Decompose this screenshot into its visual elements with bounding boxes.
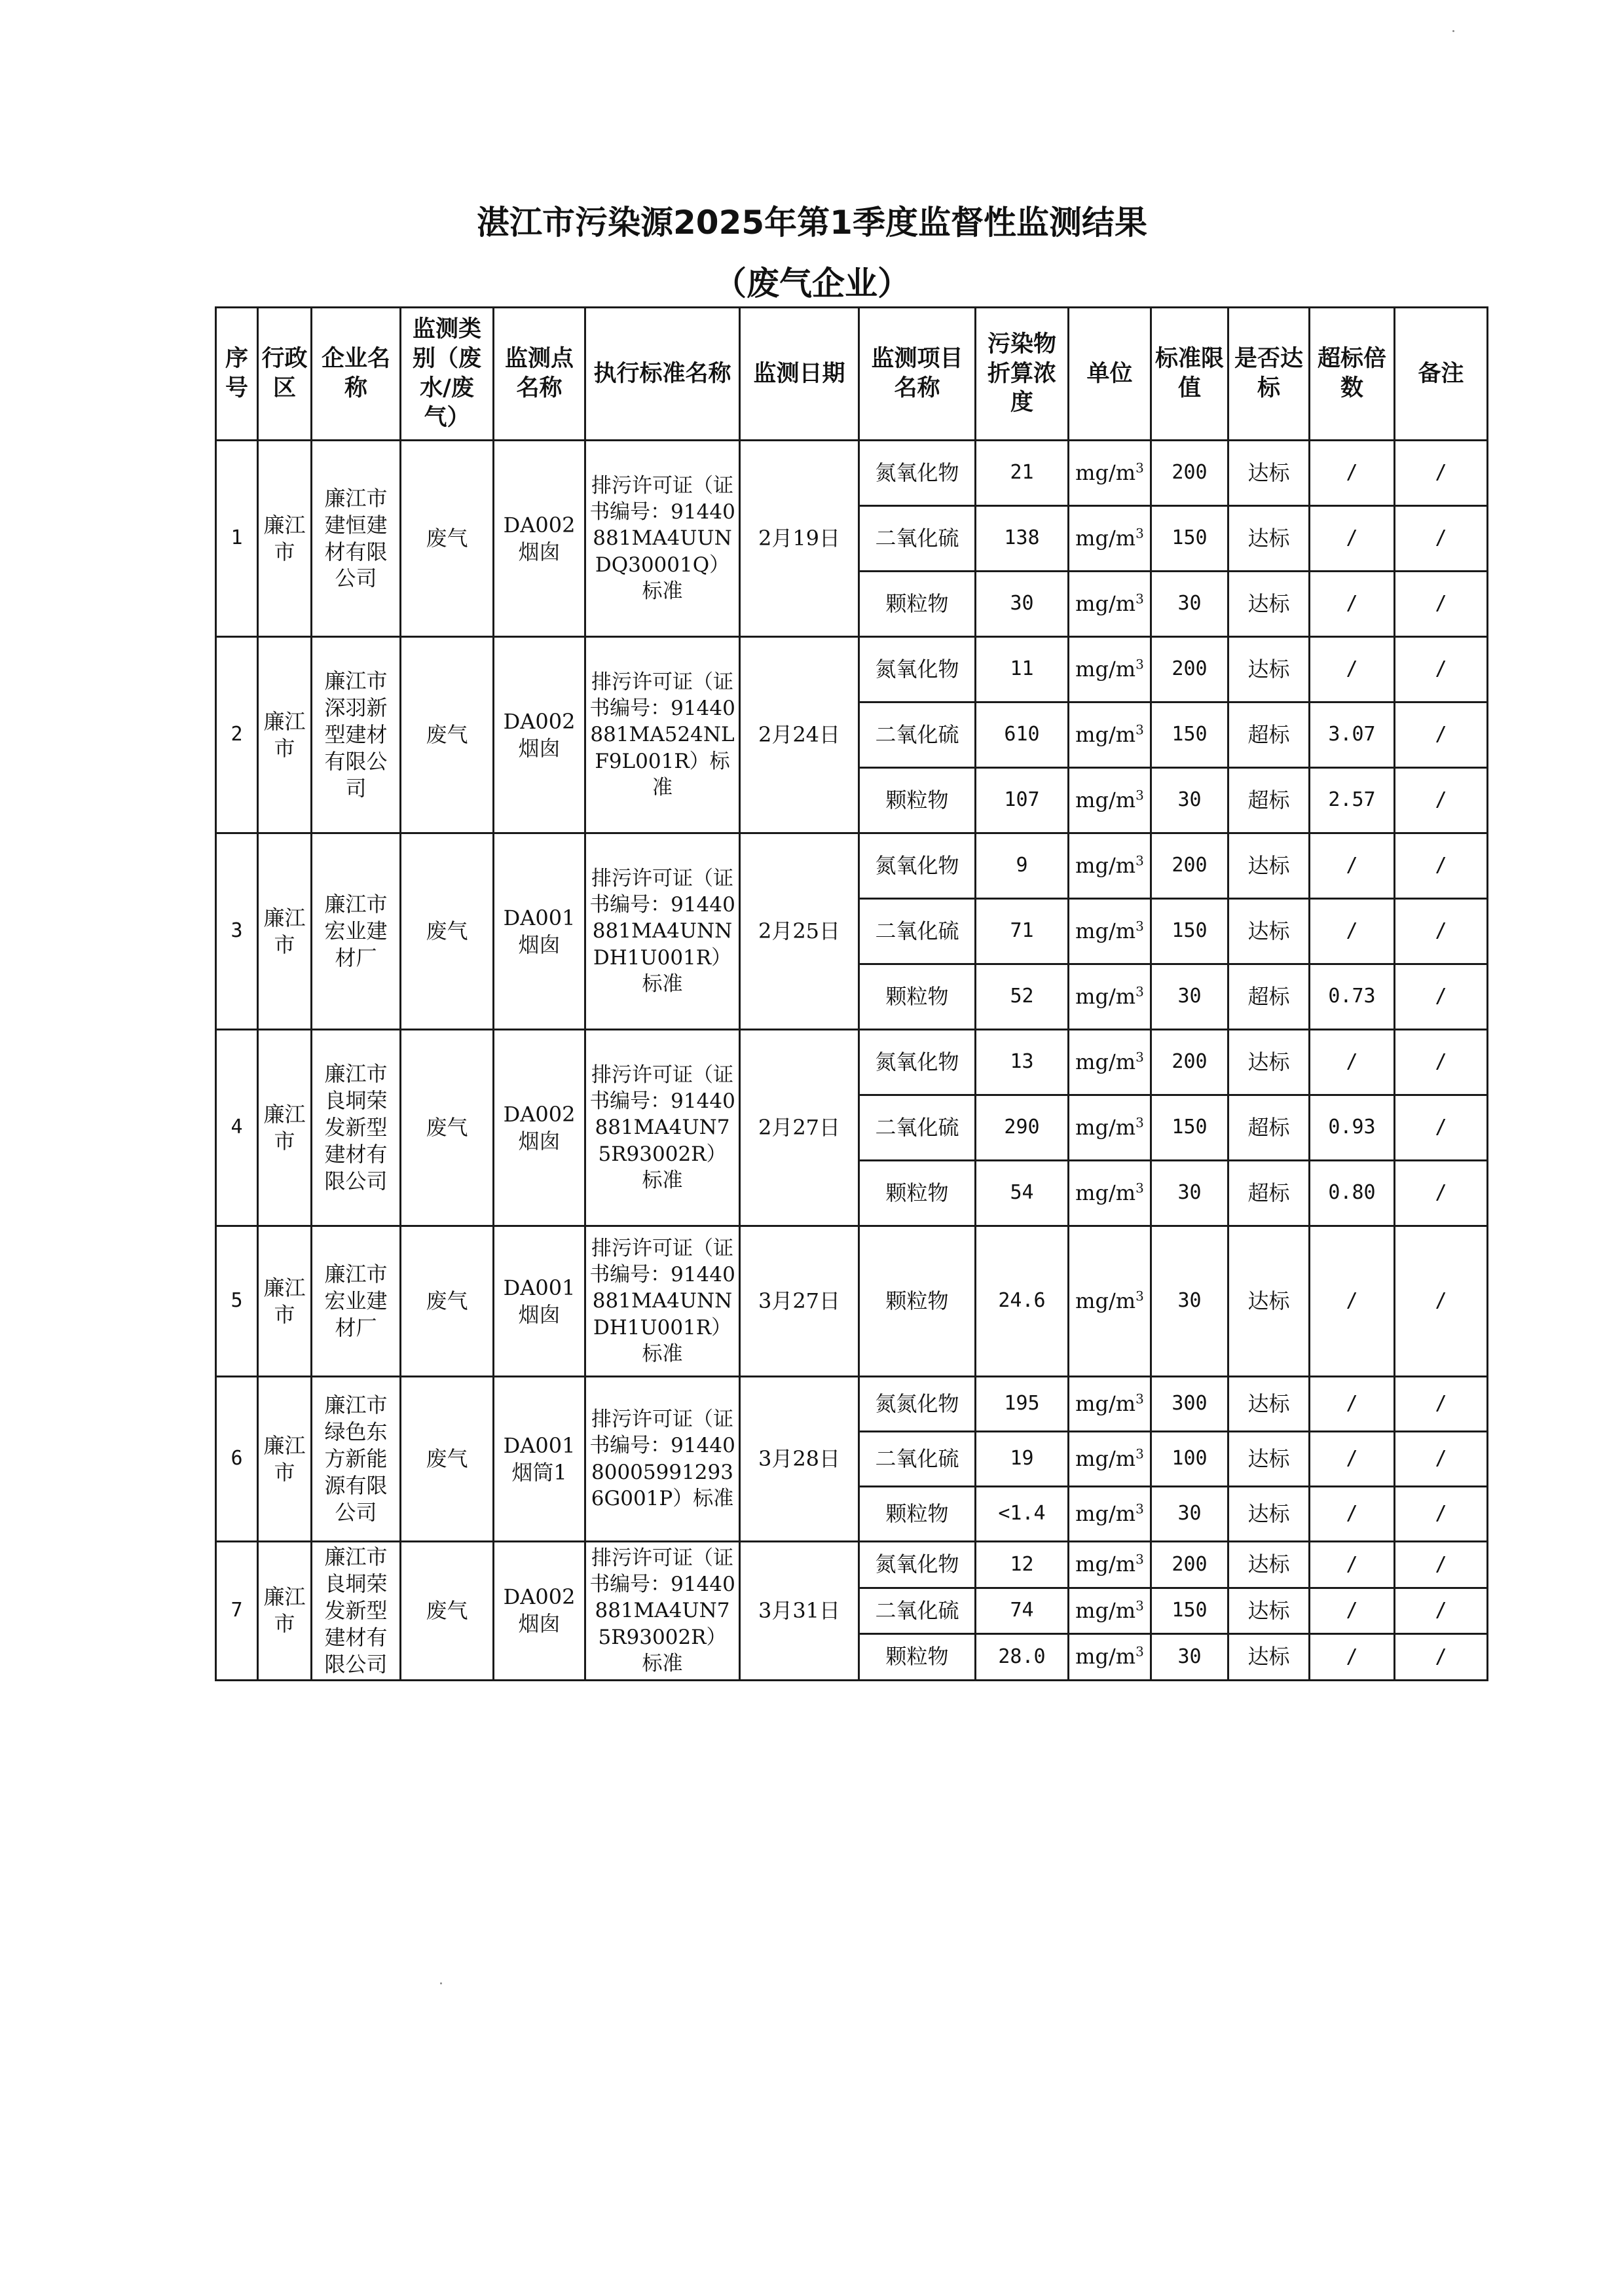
exceed-times: /: [1310, 1030, 1395, 1095]
compliance-status: 达标: [1228, 833, 1310, 899]
unit-exponent: 3: [1135, 1114, 1144, 1131]
results-table: [215, 306, 1488, 1681]
unit-exponent: 3: [1135, 721, 1144, 738]
standard-name: 排污许可证（证书编号：91440881MA4UN75R93002R）标准: [585, 1030, 740, 1226]
row-number: 2: [216, 637, 258, 833]
row-number: 3: [216, 833, 258, 1030]
exceed-times: /: [1310, 637, 1395, 702]
standard-limit: 150: [1151, 1588, 1228, 1634]
compliance-status: 达标: [1228, 1542, 1310, 1588]
concentration-value: 195: [976, 1377, 1069, 1432]
remark: /: [1395, 1634, 1488, 1681]
concentration-value: 52: [976, 964, 1069, 1030]
concentration-value: 12: [976, 1542, 1069, 1588]
standard-limit: 150: [1151, 899, 1228, 964]
district: 廉江市: [258, 637, 312, 833]
monitor-point: DA002烟囱: [494, 441, 585, 637]
column-header: 监测类别（废水/废气）: [401, 308, 494, 441]
unit-base: mg/m: [1075, 1644, 1136, 1669]
remark: /: [1395, 702, 1488, 768]
unit-base: mg/m: [1075, 1501, 1136, 1527]
pollutant-name: 二氧化硫: [859, 506, 976, 572]
unit: [1069, 1542, 1151, 1588]
pollutant-name: 二氧化硫: [859, 1095, 976, 1161]
unit: [1069, 1487, 1151, 1542]
unit-exponent: 3: [1135, 656, 1144, 672]
unit-exponent: 3: [1135, 1551, 1144, 1567]
unit-base: mg/m: [1075, 526, 1136, 551]
exceed-times: /: [1310, 833, 1395, 899]
unit-exponent: 3: [1135, 787, 1144, 803]
standard-limit: 150: [1151, 702, 1228, 768]
scan-speck: [1452, 30, 1454, 32]
unit-exponent: 3: [1135, 1643, 1144, 1660]
exceed-times: /: [1310, 1432, 1395, 1487]
exceed-times: /: [1310, 1226, 1395, 1377]
concentration-value: 21: [976, 441, 1069, 506]
unit: [1069, 1588, 1151, 1634]
concentration-value: 30: [976, 572, 1069, 637]
company-name: 廉江市深羽新型建材有限公司: [312, 637, 401, 833]
exceed-times: /: [1310, 1588, 1395, 1634]
exceed-times: 0.73: [1310, 964, 1395, 1030]
unit: [1069, 1161, 1151, 1226]
unit-base: mg/m: [1075, 853, 1136, 879]
monitor-date: 3月27日: [740, 1226, 859, 1377]
monitor-point: DA002烟囱: [494, 1542, 585, 1681]
compliance-status: 达标: [1228, 1377, 1310, 1432]
compliance-status: 达标: [1228, 1588, 1310, 1634]
pollutant-name: 颗粒物: [859, 572, 976, 637]
monitor-point: DA001烟囱: [494, 833, 585, 1030]
remark: /: [1395, 637, 1488, 702]
table-row: [216, 1542, 1488, 1588]
monitor-category: 废气: [401, 1542, 494, 1681]
remark: /: [1395, 441, 1488, 506]
remark: /: [1395, 768, 1488, 833]
remark: /: [1395, 1161, 1488, 1226]
concentration-value: 19: [976, 1432, 1069, 1487]
concentration-value: 610: [976, 702, 1069, 768]
unit: [1069, 637, 1151, 702]
pollutant-name: 二氧化硫: [859, 702, 976, 768]
standard-limit: 200: [1151, 441, 1228, 506]
exceed-times: /: [1310, 506, 1395, 572]
exceed-times: 0.93: [1310, 1095, 1395, 1161]
unit: [1069, 1377, 1151, 1432]
remark: /: [1395, 833, 1488, 899]
monitor-date: 3月28日: [740, 1377, 859, 1542]
unit-base: mg/m: [1075, 460, 1136, 486]
unit-base: mg/m: [1075, 1597, 1136, 1623]
unit-exponent: 3: [1135, 1391, 1144, 1407]
standard-limit: 150: [1151, 506, 1228, 572]
standard-name: 排污许可证（证书编号：91440800059912936G001P）标准: [585, 1377, 740, 1542]
column-header: 污染物折算浓度: [976, 308, 1069, 441]
page-title: 湛江市污染源2025年第1季度监督性监测结果: [477, 204, 1147, 242]
monitor-category: 废气: [401, 833, 494, 1030]
column-header: 标准限值: [1151, 308, 1228, 441]
standard-limit: 30: [1151, 1226, 1228, 1377]
concentration-value: 71: [976, 899, 1069, 964]
compliance-status: 超标: [1228, 768, 1310, 833]
pollutant-name: 二氧化硫: [859, 1432, 976, 1487]
compliance-status: 达标: [1228, 572, 1310, 637]
standard-limit: 200: [1151, 637, 1228, 702]
remark: /: [1395, 572, 1488, 637]
standard-limit: 200: [1151, 1030, 1228, 1095]
compliance-status: 达标: [1228, 441, 1310, 506]
column-header: 是否达标: [1228, 308, 1310, 441]
table-row: [216, 833, 1488, 899]
unit: [1069, 441, 1151, 506]
unit-exponent: 3: [1135, 1597, 1144, 1614]
pollutant-name: 二氧化硫: [859, 1588, 976, 1634]
monitor-date: 2月19日: [740, 441, 859, 637]
table-row: [216, 1377, 1488, 1432]
district: 廉江市: [258, 1226, 312, 1377]
unit-base: mg/m: [1075, 1180, 1136, 1206]
concentration-value: 290: [976, 1095, 1069, 1161]
column-header: 监测项目名称: [859, 308, 976, 441]
column-header: 监测日期: [740, 308, 859, 441]
unit-exponent: 3: [1135, 591, 1144, 607]
table-row: [216, 441, 1488, 506]
monitor-point: DA002烟囱: [494, 1030, 585, 1226]
unit: [1069, 899, 1151, 964]
column-header: 超标倍数: [1310, 308, 1395, 441]
pollutant-name: 颗粒物: [859, 768, 976, 833]
table-row: [216, 1226, 1488, 1377]
unit-exponent: 3: [1135, 1446, 1144, 1462]
table-row: [216, 1030, 1488, 1095]
column-header: 单位: [1069, 308, 1151, 441]
company-name: 廉江市良垌荣发新型建材有限公司: [312, 1542, 401, 1681]
pollutant-name: 氮氧化物: [859, 833, 976, 899]
table-body: [216, 441, 1488, 1681]
exceed-times: /: [1310, 1542, 1395, 1588]
row-number: 6: [216, 1377, 258, 1542]
standard-limit: 30: [1151, 1161, 1228, 1226]
pollutant-name: 颗粒物: [859, 1226, 976, 1377]
compliance-status: 超标: [1228, 964, 1310, 1030]
unit-base: mg/m: [1075, 1391, 1136, 1417]
unit: [1069, 768, 1151, 833]
column-header: 企业名称: [312, 308, 401, 441]
monitor-date: 2月27日: [740, 1030, 859, 1226]
unit-exponent: 3: [1135, 1288, 1144, 1304]
district: 廉江市: [258, 1542, 312, 1681]
unit-exponent: 3: [1135, 1501, 1144, 1517]
remark: /: [1395, 1377, 1488, 1432]
unit-base: mg/m: [1075, 1288, 1136, 1314]
concentration-value: 107: [976, 768, 1069, 833]
concentration-value: <1.4: [976, 1487, 1069, 1542]
district: 廉江市: [258, 1030, 312, 1226]
exceed-times: /: [1310, 1377, 1395, 1432]
remark: /: [1395, 1487, 1488, 1542]
exceed-times: /: [1310, 1634, 1395, 1681]
column-header: 执行标准名称: [585, 308, 740, 441]
column-header: 行政区: [258, 308, 312, 441]
unit-base: mg/m: [1075, 1552, 1136, 1577]
standard-name: 排污许可证（证书编号：91440881MA4UNNDH1U001R）标准: [585, 1226, 740, 1377]
unit: [1069, 1095, 1151, 1161]
district: 廉江市: [258, 441, 312, 637]
unit-exponent: 3: [1135, 918, 1144, 934]
company-name: 廉江市建恒建材有限公司: [312, 441, 401, 637]
monitor-category: 废气: [401, 1030, 494, 1226]
unit: [1069, 702, 1151, 768]
monitor-category: 废气: [401, 637, 494, 833]
table-header-row: [216, 308, 1488, 441]
compliance-status: 达标: [1228, 637, 1310, 702]
standard-limit: 30: [1151, 768, 1228, 833]
unit-base: mg/m: [1075, 591, 1136, 617]
unit: [1069, 506, 1151, 572]
monitor-date: 2月24日: [740, 637, 859, 833]
unit: [1069, 1226, 1151, 1377]
exceed-times: 3.07: [1310, 702, 1395, 768]
standard-limit: 300: [1151, 1377, 1228, 1432]
standard-limit: 200: [1151, 833, 1228, 899]
exceed-times: /: [1310, 1487, 1395, 1542]
standard-name: 排污许可证（证书编号：91440881MA4UUNDQ30001Q）标准: [585, 441, 740, 637]
monitor-date: 3月31日: [740, 1542, 859, 1681]
unit: [1069, 833, 1151, 899]
compliance-status: 达标: [1228, 1634, 1310, 1681]
compliance-status: 达标: [1228, 1487, 1310, 1542]
unit-base: mg/m: [1075, 919, 1136, 944]
unit-exponent: 3: [1135, 460, 1144, 476]
monitor-category: 废气: [401, 1226, 494, 1377]
company-name: 廉江市宏业建材厂: [312, 833, 401, 1030]
monitor-point: DA001烟筒1: [494, 1377, 585, 1542]
compliance-status: 超标: [1228, 702, 1310, 768]
unit-exponent: 3: [1135, 525, 1144, 541]
column-header: 备注: [1395, 308, 1488, 441]
unit-exponent: 3: [1135, 852, 1144, 869]
standard-name: 排污许可证（证书编号：91440881MA4UN75R93002R）标准: [585, 1542, 740, 1681]
unit-base: mg/m: [1075, 1115, 1136, 1140]
monitor-date: 2月25日: [740, 833, 859, 1030]
company-name: 廉江市绿色东方新能源有限公司: [312, 1377, 401, 1542]
unit-base: mg/m: [1075, 1049, 1136, 1075]
remark: /: [1395, 506, 1488, 572]
pollutant-name: 颗粒物: [859, 1487, 976, 1542]
district: 廉江市: [258, 833, 312, 1030]
standard-name: 排污许可证（证书编号：91440881MA524NLF9L001R）标准: [585, 637, 740, 833]
compliance-status: 达标: [1228, 506, 1310, 572]
pollutant-name: 氮氧化物: [859, 637, 976, 702]
concentration-value: 9: [976, 833, 1069, 899]
pollutant-name: 颗粒物: [859, 964, 976, 1030]
compliance-status: 达标: [1228, 899, 1310, 964]
unit: [1069, 964, 1151, 1030]
concentration-value: 11: [976, 637, 1069, 702]
unit-base: mg/m: [1075, 722, 1136, 748]
compliance-status: 达标: [1228, 1030, 1310, 1095]
unit-base: mg/m: [1075, 984, 1136, 1010]
unit: [1069, 1030, 1151, 1095]
exceed-times: /: [1310, 441, 1395, 506]
monitor-point: DA002烟囱: [494, 637, 585, 833]
remark: /: [1395, 1095, 1488, 1161]
concentration-value: 13: [976, 1030, 1069, 1095]
remark: /: [1395, 899, 1488, 964]
unit-exponent: 3: [1135, 1049, 1144, 1065]
standard-name: 排污许可证（证书编号：91440881MA4UNNDH1U001R）标准: [585, 833, 740, 1030]
concentration-value: 74: [976, 1588, 1069, 1634]
standard-limit: 200: [1151, 1542, 1228, 1588]
standard-limit: 30: [1151, 964, 1228, 1030]
remark: /: [1395, 964, 1488, 1030]
pollutant-name: 氮氧化物: [859, 1030, 976, 1095]
standard-limit: 100: [1151, 1432, 1228, 1487]
remark: /: [1395, 1432, 1488, 1487]
pollutant-name: 氮氧化物: [859, 441, 976, 506]
monitor-category: 废气: [401, 441, 494, 637]
table-row: [216, 637, 1488, 702]
unit-base: mg/m: [1075, 1446, 1136, 1472]
column-header: 序号: [216, 308, 258, 441]
concentration-value: 28.0: [976, 1634, 1069, 1681]
compliance-status: 超标: [1228, 1161, 1310, 1226]
unit-base: mg/m: [1075, 788, 1136, 813]
standard-limit: 30: [1151, 1487, 1228, 1542]
remark: /: [1395, 1542, 1488, 1588]
row-number: 1: [216, 441, 258, 637]
compliance-status: 达标: [1228, 1226, 1310, 1377]
unit: [1069, 1634, 1151, 1681]
monitor-category: 废气: [401, 1377, 494, 1542]
pollutant-name: 氮氧化物: [859, 1542, 976, 1588]
unit-exponent: 3: [1135, 983, 1144, 1000]
company-name: 廉江市良垌荣发新型建材有限公司: [312, 1030, 401, 1226]
compliance-status: 超标: [1228, 1095, 1310, 1161]
standard-limit: 150: [1151, 1095, 1228, 1161]
company-name: 廉江市宏业建材厂: [312, 1226, 401, 1377]
standard-limit: 30: [1151, 572, 1228, 637]
remark: /: [1395, 1030, 1488, 1095]
scan-speck: [440, 1982, 442, 1984]
monitor-point: DA001烟囱: [494, 1226, 585, 1377]
pollutant-name: 二氧化硫: [859, 899, 976, 964]
page-subtitle: （废气企业）: [714, 264, 910, 302]
exceed-times: /: [1310, 572, 1395, 637]
concentration-value: 138: [976, 506, 1069, 572]
row-number: 5: [216, 1226, 258, 1377]
remark: /: [1395, 1588, 1488, 1634]
remark: /: [1395, 1226, 1488, 1377]
compliance-status: 达标: [1228, 1432, 1310, 1487]
exceed-times: 0.80: [1310, 1161, 1395, 1226]
pollutant-name: 氮氮化物: [859, 1377, 976, 1432]
unit-base: mg/m: [1075, 657, 1136, 682]
pollutant-name: 颗粒物: [859, 1161, 976, 1226]
district: 廉江市: [258, 1377, 312, 1542]
column-header: 监测点名称: [494, 308, 585, 441]
row-number: 4: [216, 1030, 258, 1226]
unit: [1069, 1432, 1151, 1487]
exceed-times: 2.57: [1310, 768, 1395, 833]
concentration-value: 54: [976, 1161, 1069, 1226]
exceed-times: /: [1310, 899, 1395, 964]
pollutant-name: 颗粒物: [859, 1634, 976, 1681]
concentration-value: 24.6: [976, 1226, 1069, 1377]
unit: [1069, 572, 1151, 637]
row-number: 7: [216, 1542, 258, 1681]
standard-limit: 30: [1151, 1634, 1228, 1681]
unit-exponent: 3: [1135, 1180, 1144, 1196]
